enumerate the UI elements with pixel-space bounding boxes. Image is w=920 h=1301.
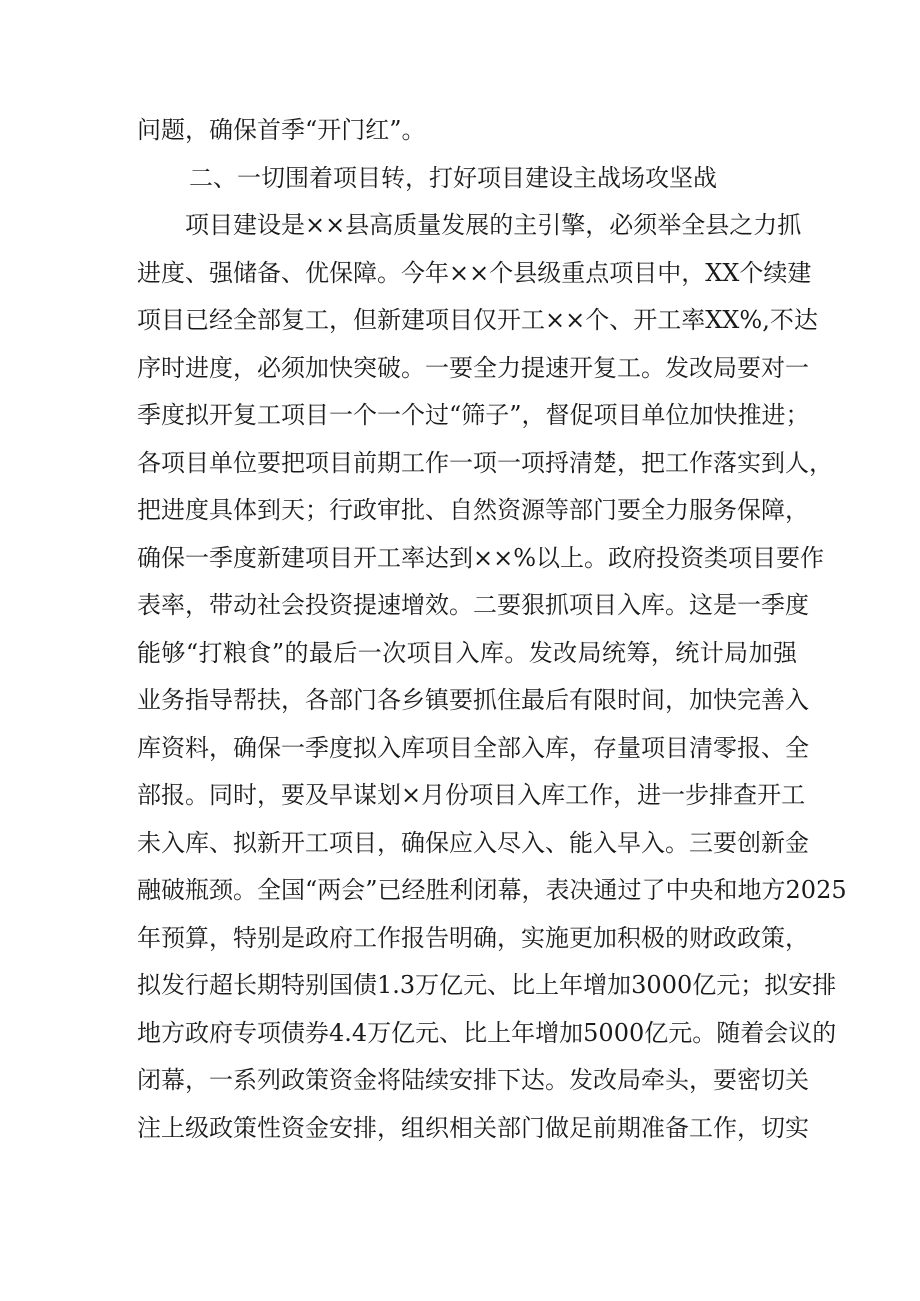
- paragraph-line: 进度、强储备、优保障。今年××个县级重点项目中，XX个续建: [137, 258, 812, 287]
- paragraph-line: 项目建设是××县高质量发展的主引擎，必须举全县之力抓: [185, 211, 802, 239]
- paragraph-line: 闭幕，一系列政策资金将陆续安排下达。发改局牵头，要密切关: [137, 1066, 809, 1094]
- paragraph-line: 地方政府专项债券4.4万亿元、比上年增加5000亿元。随着会议的: [137, 1018, 837, 1047]
- paragraph-line: 业务指导帮扶，各部门各乡镇要抓住最后有限时间，加快完善入: [137, 686, 809, 714]
- section-heading: 二、一切围着项目转，打好项目建设主战场攻坚战: [189, 163, 717, 192]
- paragraph-line: 拟发行超长期特别国债1.3万亿元、比上年增加3000亿元；拟安排: [137, 971, 837, 999]
- body-text: [137, 107, 847, 1152]
- paragraph-line: 问题，确保首季“开门红”。: [137, 116, 426, 144]
- paragraph-line: 年预算，特别是政府工作报告明确，实施更加积极的财政政策，: [137, 923, 809, 952]
- paragraph-line: 部报。同时，要及早谋划×月份项目入库工作，进一步排查开工: [137, 781, 806, 809]
- paragraph-line: 序时进度，必须加快突破。一要全力提速开复工。发改局要对一: [137, 353, 809, 382]
- paragraph-line: 季度拟开复工项目一个一个过“筛子”，督促项目单位加快推进；: [137, 401, 810, 429]
- paragraph-line: 确保一季度新建项目开工率达到××%以上。政府投资类项目要作: [137, 543, 825, 572]
- paragraph-line: 融破瓶颈。全国“两会”已经胜利闭幕，表决通过了中央和地方2025: [137, 876, 847, 904]
- paragraph-line: 把进度具体到天；行政审批、自然资源等部门要全力服务保障，: [137, 496, 809, 524]
- paragraph-line: 表率，带动社会投资提速增效。二要狠抓项目入库。这是一季度: [137, 591, 809, 619]
- paragraph-line: 各项目单位要把项目前期工作一项一项捋清楚，把工作落实到人，: [137, 448, 833, 477]
- paragraph-line: 未入库、拟新开工项目，确保应入尽入、能入早入。三要创新金: [137, 828, 809, 857]
- paragraph-line: 注上级政策性资金安排，组织相关部门做足前期准备工作，切实: [137, 1113, 809, 1142]
- paragraph-line: 项目已经全部复工，但新建项目仅开工××个、开工率XX%,不达: [137, 306, 818, 334]
- paragraph-line: 库资料，确保一季度拟入库项目全部入库，存量项目清零报、全: [137, 733, 809, 762]
- paragraph-line: 能够“打粮食”的最后一次项目入库。发改局统筹，统计局加强: [137, 638, 797, 667]
